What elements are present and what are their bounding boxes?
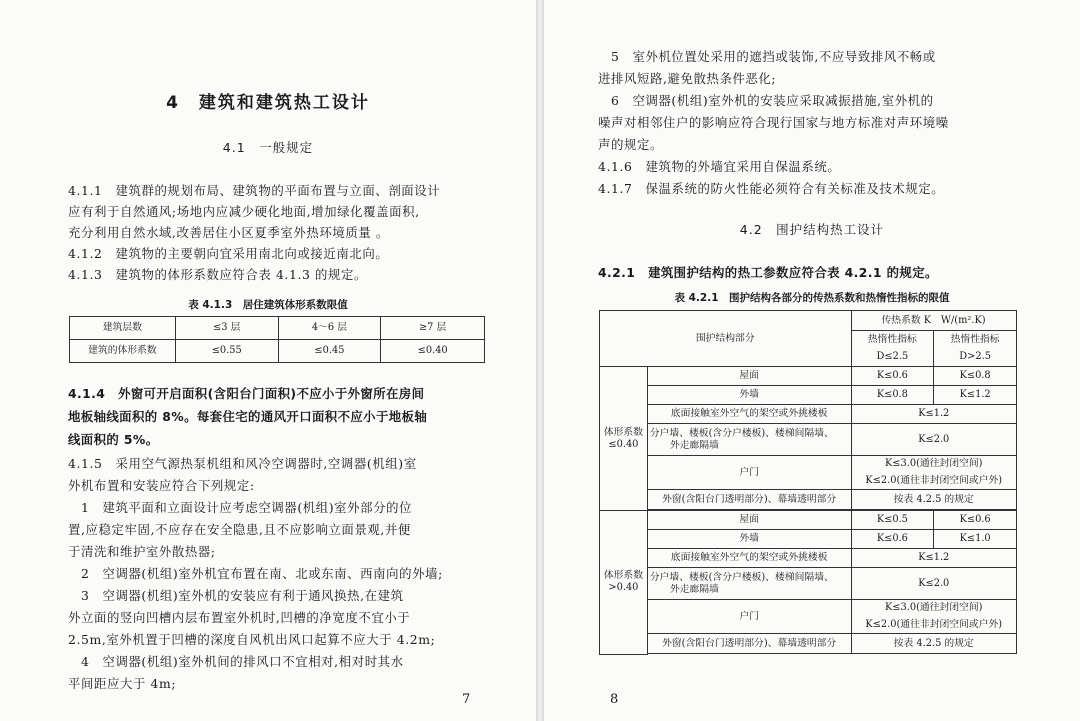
paragraph-line: 应有利于自然通风;场地内应减少硬化地面,增加绿化覆盖面积, [68,204,420,219]
paragraph-line: 外机布置和安装应符合下列规定: [68,478,255,493]
table-cell: 建筑的体形系数 [70,340,176,363]
table-cell: K≤2.0(通往非封闭空间或户外) [851,473,1017,490]
table-cell: ≤0.40 [381,340,485,363]
table-group-label-line: >0.40 [608,582,639,594]
table-cell: K≤1.2 [934,386,1017,405]
page-8 [544,0,1080,721]
table-cell: K≤2.0 [851,424,1017,456]
table-cell-line: 外走廊隔墙 [669,583,719,595]
table-cell: K≤2.0 [851,568,1017,600]
paragraph-line: 充分利用自然水域,改善居住小区夏季室外热环境质量 。 [68,225,389,240]
table-group-label-line: 体形系数 [603,426,643,438]
table-cell: 屋面 [647,367,851,386]
table-header-cell: 围护结构部分 [600,311,852,367]
table-cell: 按表 4.2.5 的规定 [851,634,1017,654]
table-group-label [600,367,648,511]
table-cell: ≤0.55 [175,340,278,363]
table-header-cell: D≤2.5 [851,349,934,367]
table-cell [647,568,851,600]
table-4-1-3 [69,316,485,363]
table-cell: 底面接触室外空气的架空或外挑楼板 [647,549,851,568]
table-cell: 户门 [647,456,851,490]
paragraph-line: 5 室外机位置处采用的遮挡或装饰,不应导致排风不畅或 [598,49,936,64]
table-caption-4-2-1: 表 4.2.1 围护结构各部分的传热系数和热惰性指标的限值 [674,292,950,304]
paragraph-line: 4.1.5 采用空气源热泵机组和风冷空调器时,空调器(机组)室 [68,456,417,471]
table-cell: K≤0.6 [851,367,934,386]
paragraph-line: 2.5m,室外机置于凹槽的深度自风机出风口起算不应大于 4.2m; [68,632,436,647]
paragraph-line: 置,应稳定牢固,不应存在安全隐患,且不应影响立面景观,并便 [68,522,411,537]
table-cell: 屋面 [647,511,851,530]
section-title-4-2: 4.2 围护结构热工设计 [739,222,885,237]
table-cell-line: 分户墙、楼板(含分户楼板)、楼梯间隔墙、 [649,427,834,439]
paragraph-line: 4 空调器(机组)室外机间的排风口不宜相对,相对时其水 [68,654,404,669]
table-cell: K≤0.8 [934,367,1017,386]
table-cell: 外窗(含阳台门透明部分)、幕墙透明部分 [647,634,851,654]
table-cell: 外墙 [647,530,851,549]
table-cell: K≤3.0(通往封闭空间) [851,600,1017,617]
table-cell: K≤0.6 [851,530,934,549]
table-cell: K≤3.0(通往封闭空间) [851,456,1017,473]
paragraph-line: 1 建筑平面和立面设计应考虑空调器(机组)室外部分的位 [68,500,413,515]
paragraph-line: 4.1.1 建筑群的规划布局、建筑物的平面布置与立面、剖面设计 [68,183,441,198]
paragraph-line: 外立面的竖向凹槽内层布置室外机时,凹槽的净宽度不宜小于 [68,610,411,625]
table-cell: K≤0.5 [851,511,934,530]
table-cell: ≤0.45 [278,340,381,363]
paragraph-line: 2 空调器(机组)室外机宜布置在南、北或东南、西南向的外墙; [68,566,443,581]
table-cell: 底面接触室外空气的架空或外挑楼板 [647,405,851,424]
book-gutter [536,0,544,721]
paragraph-line: 4.1.2 建筑物的主要朝向宜采用南北向或接近南北向。 [68,246,389,261]
table-4-2-1 [599,310,1017,655]
table-header-cell: 热惰性指标 [934,331,1017,349]
bold-paragraph-line: 线面积的 5%。 [68,432,159,447]
paragraph-line: 进排风短路,避免散热条件恶化; [598,71,777,86]
table-cell: ≥7 层 [381,317,485,340]
table-cell-line: 外走廊隔墙 [669,439,719,451]
paragraph-line: 于清洗和维护室外散热器; [68,544,216,559]
table-header-cell: 传热系数 K W/(m².K) [851,311,1017,331]
table-cell: 按表 4.2.5 的规定 [851,490,1017,510]
table-cell: 4～6 层 [278,317,381,340]
bold-paragraph-line: 4.2.1 建筑围护结构的热工参数应符合表 4.2.1 的规定。 [598,265,938,280]
page-7 [0,0,536,721]
page-number: 8 [610,692,619,707]
bold-paragraph-line: 4.1.4 外窗可开启面积(含阳台门面积)不应小于外窗所在房间 [68,386,425,401]
paragraph-line: 4.1.6 建筑物的外墙宜采用自保温系统。 [598,159,841,174]
paragraph-line: 4.1.3 建筑物的体形系数应符合表 4.1.3 的规定。 [68,267,367,282]
table-cell-line: 分户墙、楼板(含分户楼板)、楼梯间隔墙、 [649,571,834,583]
paragraph-line: 平间距应大于 4m; [68,676,177,691]
paragraph-line: 6 空调器(机组)室外机的安装应采取减振措施,室外机的 [598,93,934,108]
table-cell: K≤1.2 [851,405,1017,424]
table-cell: K≤0.8 [851,386,934,405]
table-cell [647,424,851,456]
table-cell: K≤1.0 [934,530,1017,549]
table-cell: 户门 [647,600,851,634]
table-cell: K≤2.0(通往非封闭空间或户外) [851,617,1017,634]
chapter-title: 4 建筑和建筑热工设计 [166,93,370,113]
table-cell: 外窗(含阳台门透明部分)、幕墙透明部分 [647,490,851,510]
paragraph-line: 4.1.7 保温系统的防火性能必须符合有关标准及技术规定。 [598,181,945,196]
table-cell: 建筑层数 [70,317,176,340]
paragraph-line: 声的规定。 [598,137,663,152]
table-header-cell: D>2.5 [934,349,1017,367]
table-cell: 外墙 [647,386,851,405]
table-header-cell: 热惰性指标 [851,331,934,349]
paragraph-line: 噪声对相邻住户的影响应符合现行国家与地方标准对声环境噪 [598,115,949,130]
page-number: 7 [462,692,471,707]
bold-paragraph-line: 地板轴线面积的 8%。每套住宅的通风开口面积不应小于地板轴 [68,409,428,424]
table-cell: K≤0.6 [934,511,1017,530]
table-caption-4-1-3: 表 4.1.3 居住建筑体形系数限值 [188,299,348,311]
table-group-label-line: ≤0.40 [608,438,639,450]
table-cell: K≤1.2 [851,549,1017,568]
table-group-label [600,511,648,655]
paragraph-line: 3 空调器(机组)室外机的安装应有利于通风换热,在建筑 [68,588,404,603]
table-group-label-line: 体形系数 [603,570,643,582]
section-title-4-1: 4.1 一般规定 [222,140,314,155]
table-cell: ≤3 层 [175,317,278,340]
